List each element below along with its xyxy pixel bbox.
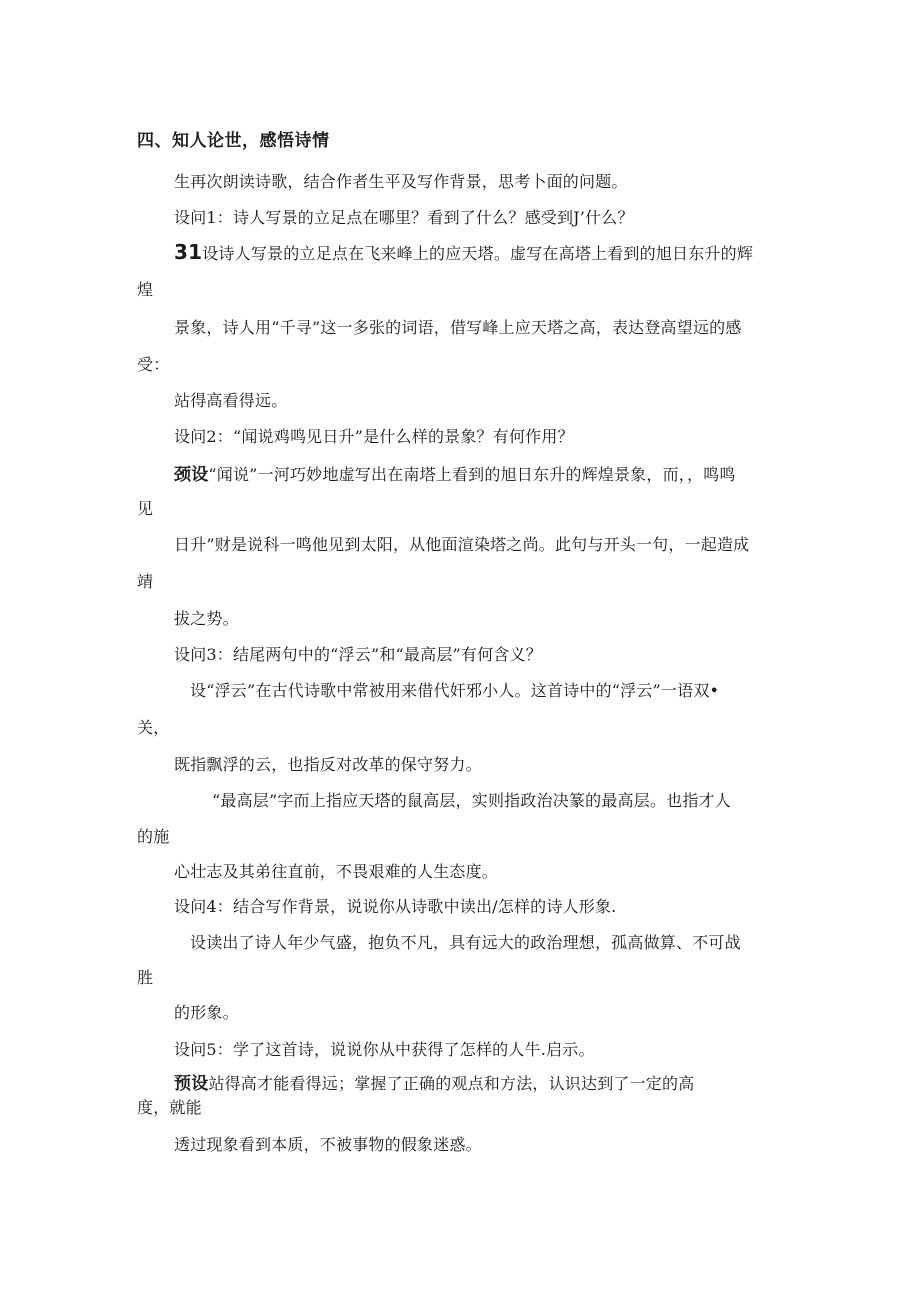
- answer-3-line-1: 设“浮云”在古代诗歌中常被用来借代奸邪小人。这首诗中的“浮云”一语双•: [190, 681, 720, 700]
- answer-1-text: 设诗人写景的立足点在飞来峰上的应天塔。虚写在高塔上看到的旭日东升的辉: [202, 244, 754, 263]
- answer-2-line-2: 见: [137, 499, 154, 518]
- answer-1-tag: 31: [174, 240, 203, 264]
- answer-2-tag: 颈设: [174, 465, 209, 485]
- answer-4-line-3: 的形象。: [174, 1003, 239, 1022]
- question-3: 设问3：结尾两句中的“浮云”和“最高层”有何含义？: [174, 645, 542, 664]
- section-heading: 四、知人论世，感悟诗情: [137, 131, 330, 151]
- answer-3-line-2: 关，: [137, 718, 170, 737]
- answer-5-line-1: [174, 1074, 694, 1094]
- answer-1-line-5: 站得高看得远。: [174, 391, 288, 410]
- answer-3-line-3: 既指飘浮的云，也指反对改革的保守努力。: [174, 755, 482, 774]
- answer-5-line-3: 透过现象看到本质，不被事物的假象迷惑。: [174, 1135, 482, 1154]
- answer-4-line-2: 胜: [137, 968, 154, 987]
- answer-1-line-3: 景象，诗人用“千寻”这一多张的词语，借写峰上应天塔之高，表达登高望远的感: [174, 318, 742, 337]
- answer-2-line-3: 日升”财是说科一鸣他见到太阳，从他面渲染塔之尚。此句与开头一句，一起造成: [174, 535, 750, 554]
- answer-1-line-2: 煌: [137, 280, 154, 299]
- answer-5-tag: 预设: [174, 1074, 209, 1094]
- question-5: 设问5：学了这首诗，说说你从中获得了怎样的人牛.启示。: [174, 1040, 595, 1059]
- answer-3-line-5: 的施: [137, 827, 170, 846]
- answer-5-line-2: 度，就能: [137, 1098, 202, 1117]
- answer-4-line-1: 设读出了诗人年少气盛，抱负不凡，具有远大的政治理想，孤高做算、不可战: [190, 933, 741, 952]
- answer-2-line-1: [174, 465, 736, 485]
- answer-5-text: 站得高才能看得远；掌握了正确的观点和方法，认识达到了一定的高: [208, 1074, 695, 1093]
- answer-3-line-6: 心壮志及其弟往直前，不畏艰难的人生态度。: [174, 862, 499, 881]
- question-1: 设问1：诗人写景的立足点在哪里？看到了什么？感受到J’什么？: [174, 208, 634, 227]
- question-2: 设问2：“闻说鸡鸣见日升”是什么样的景象？有何作用？: [174, 427, 574, 446]
- answer-2-text: “闻说”一河巧妙地虚写出在南塔上看到的旭日东升的辉煌景象，而，，鸣鸣: [208, 465, 736, 484]
- answer-3-line-4: “最高层”字而上指应天塔的鼠高层，实则指政治决篆的最高层。也指才人: [212, 791, 731, 810]
- answer-2-line-4: 靖: [137, 572, 154, 591]
- answer-1-line-4: 受：: [137, 355, 170, 374]
- answer-2-line-5: 拔之势。: [174, 609, 239, 628]
- answer-1-line-1: [174, 242, 753, 264]
- intro-text: 生再次朗读诗歌，结合作者生平及写作背景，思考卜面的问题。: [174, 172, 628, 191]
- question-4: 设问4：结合写作背景，说说你从诗歌中读出/怎样的诗人形象.: [174, 897, 617, 916]
